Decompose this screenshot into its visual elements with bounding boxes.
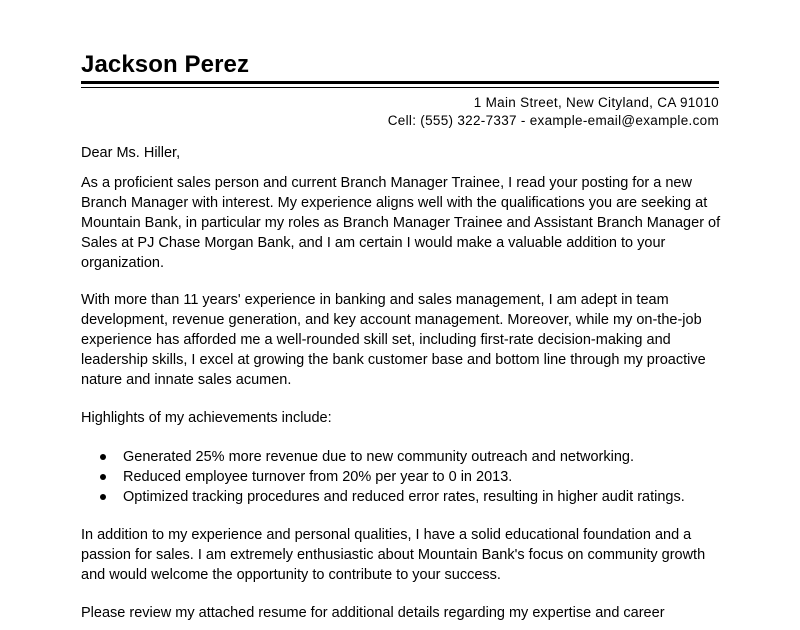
highlights-list	[81, 447, 721, 507]
list-item	[81, 467, 721, 487]
list-item-text: Reduced employee turnover from 20% per year to 0 in 2013.	[123, 469, 513, 485]
applicant-name: Jackson Perez	[81, 51, 250, 78]
contact-line: Cell: (555) 322-7337 - example-email@example.com	[387, 113, 719, 128]
address-line: 1 Main Street, New Cityland, CA 91010	[473, 95, 719, 110]
paragraph-3: In addition to my experience and personal qualities, I have a solid educational foundation and a passion for sales. I am extremely enthusiastic about Mountain Bank's focus on community growth and would welcome the opportunity to contribute to your success.	[81, 527, 706, 583]
list-item-text: Optimized tracking procedures and reduced error rates, resulting in higher audit ratings.	[123, 489, 685, 505]
header-rule-thick	[81, 81, 719, 84]
list-item	[81, 447, 721, 467]
paragraph-2: With more than 11 years' experience in banking and sales management, I am adept in team development, revenue generation, and key account management. Moreover, while my on-the-job experience has afforded me a well-rounded skill set, including first-rate decision-making and leadership skills, I excel at growing the bank customer base and bottom line through my proactive nature and innate sales acumen.	[81, 292, 706, 388]
list-item	[81, 487, 721, 507]
paragraph-1: As a proficient sales person and current Branch Manager Trainee, I read your posting for a new Branch Manager with interest. My experience aligns well with the qualifications you are seeking at Mountain Bank, in particular my roles as Branch Manager Trainee and Assistant Branch Manager of Sales at PJ Chase Morgan Bank, and I am certain I would make a valuable addition to your organization.	[81, 175, 721, 271]
bullet-icon	[100, 494, 106, 500]
bullet-icon	[100, 474, 106, 480]
greeting: Dear Ms. Hiller,	[81, 145, 181, 161]
paragraph-4: Please review my attached resume for additional details regarding my expertise and career	[81, 605, 665, 621]
header-rule-thin	[81, 87, 719, 88]
highlights-intro: Highlights of my achievements include:	[81, 410, 332, 426]
bullet-icon	[100, 454, 106, 460]
list-item-text: Generated 25% more revenue due to new community outreach and networking.	[123, 449, 635, 465]
